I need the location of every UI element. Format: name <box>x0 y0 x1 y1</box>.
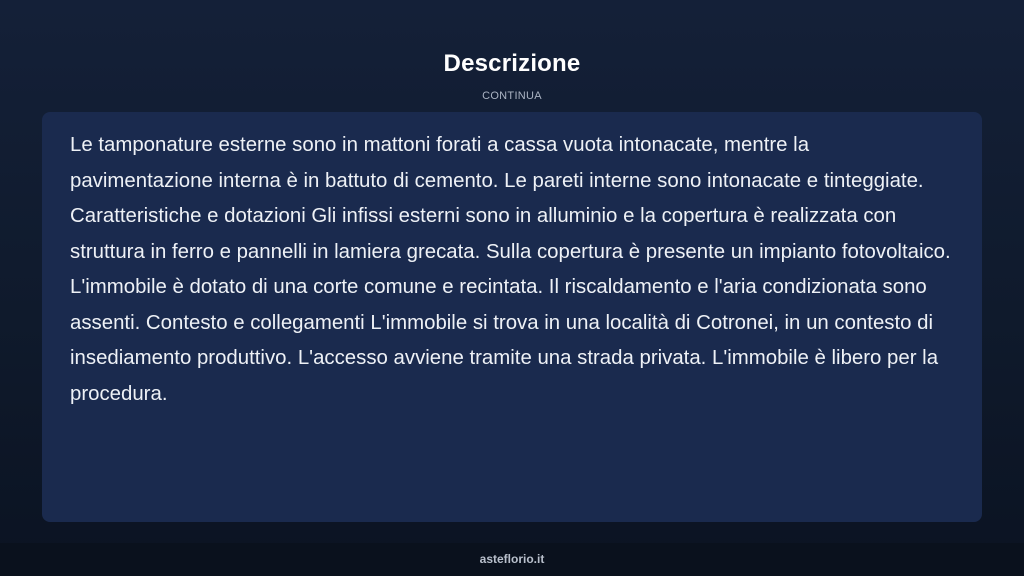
page-title: Descrizione <box>443 50 581 77</box>
continue-label: CONTINUA <box>482 90 542 102</box>
description-text: Le tamponature esterne sono in mattoni forati a cassa vuota intonacate, mentre la pavimentazione interna è in battuto di cemento. Le pareti interne sono intonacate e tinteggiate. Caratteristiche e dotazioni Gli infissi esterni sono in alluminio e la copertura è realizzata con struttura in ferro e pannelli in lamiera grecata. Sulla copertura è presente un impianto fotovoltaico. L'immobile è dotato di una corte comune e recintata. Il riscaldamento e l'aria condizionata sono assenti. Contesto e collegamenti L'immobile si trova in una località di Cotronei, in un contesto di insediamento produttivo. L'accesso avviene tramite una strada privata. L'immobile è libero per la procedura. <box>70 134 951 405</box>
site-name: asteflorio.it <box>479 552 545 566</box>
description-card <box>42 112 982 522</box>
